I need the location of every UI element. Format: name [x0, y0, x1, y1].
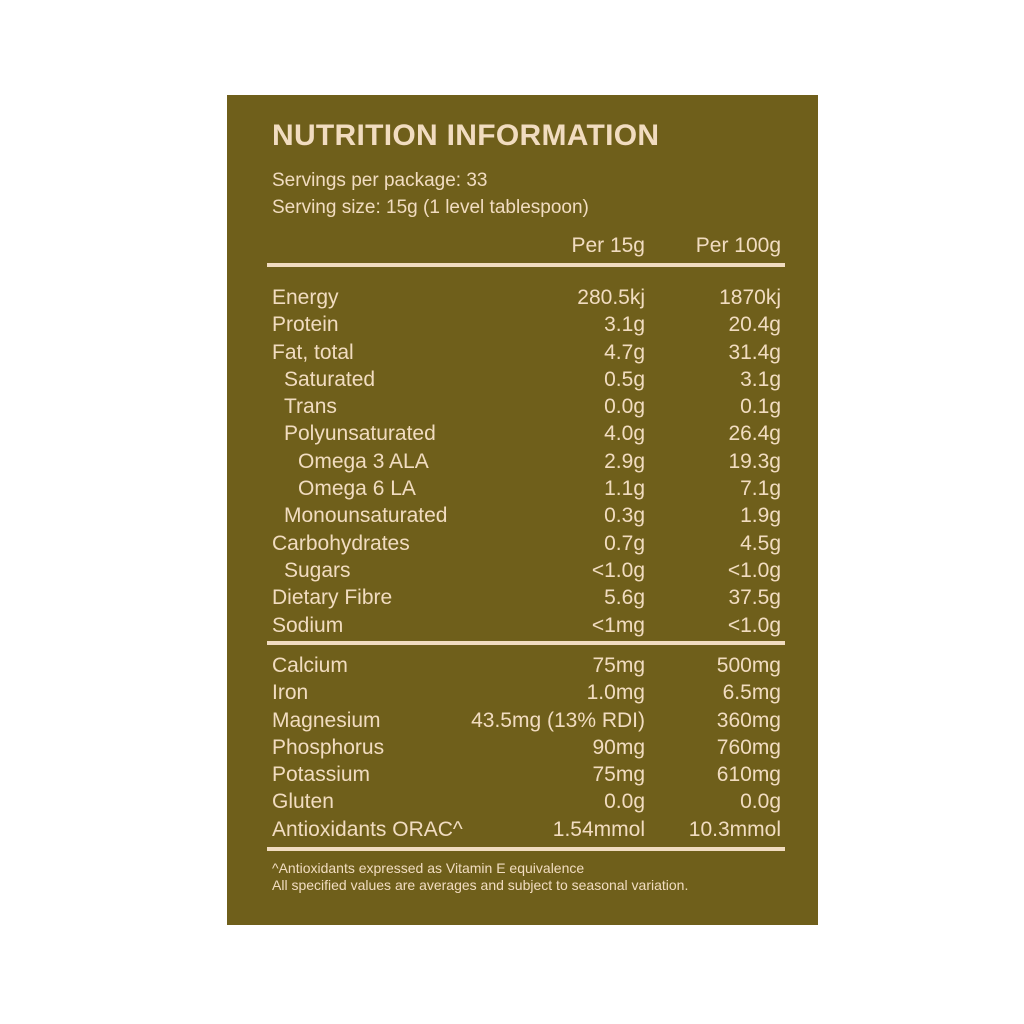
table-row: [227, 584, 818, 611]
footnote-averages: All specified values are averages and subject to seasonal variation.: [272, 877, 689, 893]
table-row: [227, 448, 818, 475]
per-100g-value: 7.1g: [740, 477, 781, 501]
per-100g-value: <1.0g: [727, 558, 781, 582]
per-100g-value: 0.0g: [740, 790, 781, 814]
table-row: [227, 311, 818, 338]
nutrient-name: Omega 6 LA: [298, 477, 416, 501]
per-serving-value: 1.0mg: [586, 681, 645, 705]
per-100g-value: 37.5g: [728, 586, 781, 610]
servings-per-package: Servings per package: 33: [272, 170, 488, 191]
nutrition-panel: [227, 95, 818, 925]
per-serving-value: 0.5g: [604, 367, 645, 391]
table-row: [227, 284, 818, 311]
nutrient-name: Fat, total: [272, 340, 354, 364]
per-serving-value: 75mg: [592, 763, 645, 787]
per-100g-value: 1870kj: [719, 286, 781, 309]
panel-title: NUTRITION INFORMATION: [272, 119, 660, 152]
column-header-per-serving: Per 15g: [571, 234, 645, 257]
nutrient-name: Energy: [272, 286, 339, 309]
per-100g-value: 4.5g: [740, 531, 781, 555]
per-serving-value: 43.5mg (13% RDI): [471, 708, 645, 732]
per-serving-value: 0.3g: [604, 504, 645, 528]
nutrient-name: Saturated: [284, 367, 376, 391]
per-serving-value: 90mg: [592, 735, 645, 759]
mineral-name: Calcium: [272, 654, 348, 677]
mineral-name: Iron: [272, 681, 309, 705]
per-100g-value: 760mg: [716, 735, 781, 759]
serving-size: Serving size: 15g (1 level tablespoon): [272, 197, 589, 218]
per-100g-value: 360mg: [716, 708, 781, 732]
nutrient-name: Sodium: [272, 613, 344, 637]
nutrient-name: Protein: [272, 313, 339, 337]
nutrient-name: Sugars: [284, 558, 351, 582]
table-row: [227, 734, 818, 761]
per-100g-value: <1.0g: [727, 613, 781, 637]
nutrient-name: Dietary Fibre: [272, 586, 393, 610]
per-100g-value: 1.9g: [740, 504, 781, 528]
per-serving-value: 2.9g: [604, 449, 645, 473]
footer-divider: [267, 847, 785, 851]
table-row: [227, 557, 818, 584]
mineral-name: Phosphorus: [272, 735, 385, 759]
per-100g-value: 26.4g: [728, 422, 781, 446]
per-serving-value: 0.0g: [604, 395, 645, 419]
minerals-table: [227, 652, 818, 843]
table-row: [227, 420, 818, 447]
per-100g-value: 19.3g: [728, 449, 781, 473]
nutrient-name: Carbohydrates: [272, 531, 410, 555]
nutrient-name: Monounsaturated: [284, 504, 448, 528]
mineral-name: Potassium: [272, 763, 371, 787]
table-row: [227, 502, 818, 529]
table-row: [227, 816, 818, 843]
per-serving-value: 0.7g: [604, 531, 645, 555]
per-100g-value: 10.3mmol: [688, 817, 781, 841]
table-row: [227, 679, 818, 706]
table-row: [227, 707, 818, 734]
table-row: [227, 339, 818, 366]
mineral-name: Magnesium: [272, 708, 381, 732]
per-serving-value: 4.0g: [604, 422, 645, 446]
per-serving-value: 1.54mmol: [552, 817, 645, 841]
table-row: [227, 612, 818, 639]
table-row: [227, 475, 818, 502]
nutrient-name: Trans: [284, 395, 337, 419]
per-100g-value: 3.1g: [740, 367, 781, 391]
nutrient-name: Omega 3 ALA: [298, 449, 429, 473]
column-header-per-100g: Per 100g: [695, 234, 781, 257]
table-row: [227, 652, 818, 679]
per-100g-value: 31.4g: [728, 340, 781, 364]
per-100g-value: 610mg: [716, 763, 781, 787]
table-row: [227, 366, 818, 393]
table-row: [227, 393, 818, 420]
per-serving-value: 4.7g: [604, 340, 645, 364]
per-serving-value: 5.6g: [604, 586, 645, 610]
table-row: [227, 788, 818, 815]
table-row: [227, 530, 818, 557]
per-serving-value: 0.0g: [604, 790, 645, 814]
nutrient-name: Polyunsaturated: [284, 422, 436, 446]
footnotes: [272, 860, 688, 894]
per-serving-value: <1mg: [591, 613, 645, 637]
per-serving-value: <1.0g: [591, 558, 645, 582]
per-100g-value: 20.4g: [728, 313, 781, 337]
per-100g-value: 0.1g: [740, 395, 781, 419]
header-divider: [267, 263, 785, 267]
footnote-antioxidants: ^Antioxidants expressed as Vitamin E equivalence: [272, 860, 585, 876]
per-100g-value: 6.5mg: [722, 681, 781, 705]
mineral-name: Gluten: [272, 790, 334, 814]
nutrients-table: [227, 284, 818, 639]
per-serving-value: 3.1g: [604, 313, 645, 337]
per-100g-value: 500mg: [716, 654, 781, 677]
per-serving-value: 280.5kj: [577, 286, 645, 309]
section-divider: [267, 641, 785, 645]
per-serving-value: 1.1g: [604, 477, 645, 501]
table-row: [227, 761, 818, 788]
mineral-name: Antioxidants ORAC^: [272, 817, 463, 841]
per-serving-value: 75mg: [592, 654, 645, 677]
